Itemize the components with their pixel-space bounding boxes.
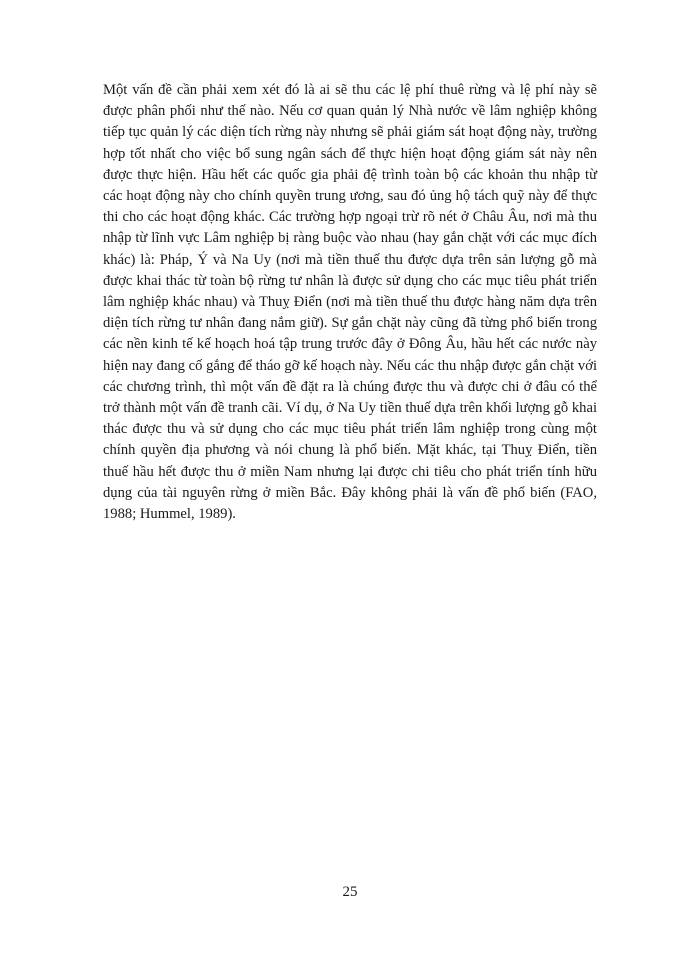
- body-paragraph: Một vấn đề cần phải xem xét đó là ai sẽ thu các lệ phí thuê rừng và lệ phí này sẽ được phân phối như thế nào. Nếu cơ quan quản lý Nhà nước về lâm nghiệp không tiếp tục quản lý các diện tích rừng này nhưng sẽ phải giám sát hoạt động này, trường hợp tốt nhất cho việc bổ sung ngân sách để thực hiện hoạt động giám sát này nên được thực hiện. Hầu hết các quốc gia phải đệ trình toàn bộ các khoản thu nhập từ các hoạt động này cho chính quyền trung ương, sau đó ủng hộ tách quỹ này để thực thi cho các hoạt động khác. Các trường hợp ngoại trừ rõ nét ở Châu Âu, nơi mà thu nhập từ lĩnh vực Lâm nghiệp bị ràng buộc vào nhau (hay gắn chặt với các mục đích khác) là: Pháp, Ý và Na Uy (nơi mà tiền thuế thu được dựa trên sản lượng gỗ mà được khai thác từ toàn bộ rừng tư nhân là được sử dụng cho các mục tiêu phát triển lâm nghiệp khác nhau) và Thuỵ Điển (nơi mà tiền thuế thu được hàng năm dựa trên diện tích rừng tư nhân đang nắm giữ). Sự gắn chặt này cũng đã từng phổ biến trong các nền kinh tế kế hoạch hoá tập trung trước đây ở Đông Âu, hầu hết các nước này hiện nay đang cố gắng để tháo gỡ kế hoạch này. Nếu các thu nhập được gắn chặt với các chương trình, thì một vấn đề đặt ra là chúng được thu và được chi ở đâu có thể trở thành một vấn đề tranh cãi. Ví dụ, ở Na Uy tiền thuế dựa trên khối lượng gỗ khai thác được thu và sử dụng cho các mục tiêu phát triển lâm nghiệp trong cùng một chính quyền địa phương và nói chung là phổ biến. Mặt khác, tại Thuỵ Điển, tiền thuế hầu hết được thu ở miền Nam nhưng lại được chi tiêu cho phát triển tính hữu dụng của tài nguyên rừng ở miền Bắc. Đây không phải là vấn đề phổ biến (FAO, 1988; Hummel, 1989).: [103, 82, 597, 523]
- page-number: 25: [342, 884, 358, 900]
